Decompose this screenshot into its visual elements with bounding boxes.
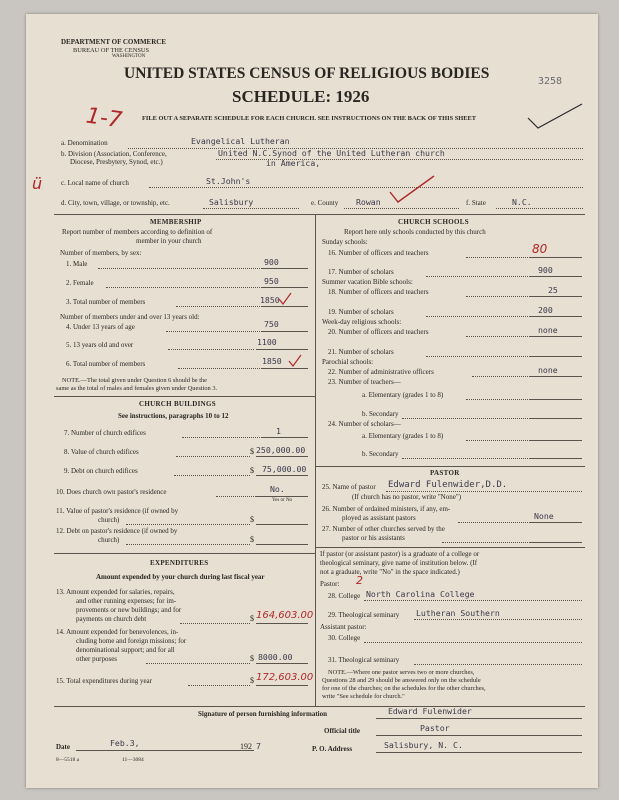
pastor-note-3: for one of the churches; on the schedules for the other churches, xyxy=(322,685,486,692)
q9-dollar: $ xyxy=(250,466,254,475)
membership-heading: MEMBERSHIP xyxy=(150,218,202,226)
buildings-heading: CHURCH BUILDINGS xyxy=(139,400,216,408)
q9-value: 75,000.00 xyxy=(262,464,307,474)
q3-check-icon xyxy=(278,292,292,306)
q28-line xyxy=(364,600,582,601)
q18-line xyxy=(530,296,582,297)
rule-pastor xyxy=(315,466,585,467)
q29-value: Lutheran Southern xyxy=(416,608,500,618)
q19-label: 19. Number of scholars xyxy=(328,308,394,316)
q6-dots xyxy=(178,368,262,369)
q24a-label: a. Elementary (grades 1 to 8) xyxy=(362,432,444,440)
q29-label: 29. Theological seminary xyxy=(328,611,400,619)
q24b-label: b. Secondary xyxy=(362,450,399,458)
city-field-line xyxy=(203,208,299,209)
q26-label: 26. Number of ordained ministers, if any, em- xyxy=(322,505,451,513)
q3-label: 3. Total number of members xyxy=(66,298,146,306)
q15-dollar: $ xyxy=(250,676,254,685)
q18-dots xyxy=(466,296,530,297)
q8-label: 8. Value of church edifices xyxy=(64,448,139,456)
q23a-label: a. Elementary (grades 1 to 8) xyxy=(362,391,444,399)
q3-dots xyxy=(176,306,262,307)
yes-no-hint: Yes or No xyxy=(272,498,293,503)
q10-line xyxy=(256,496,308,497)
q23-label: 23. Number of teachers— xyxy=(328,378,401,386)
denomination-value: Evangelical Lutheran xyxy=(191,136,290,146)
weekday-label: Week-day religious schools: xyxy=(322,318,402,326)
q3-value: 1850 xyxy=(260,295,280,305)
dept-label: DEPARTMENT OF COMMERCE xyxy=(61,38,167,46)
census-form xyxy=(26,14,598,788)
division-label: b. Division (Association, Conference, xyxy=(61,150,167,158)
year-digit: 7 xyxy=(256,741,261,751)
schools-intro: Report here only schools conducted by this church xyxy=(344,228,486,236)
instruction-line: FILE OUT A SEPARATE SCHEDULE FOR EACH CHURCH. SEE INSTRUCTIONS ON THE BACK OF THIS SHEET xyxy=(142,115,477,122)
po-label: P. O. Address xyxy=(312,745,353,753)
q13-dollar: $ xyxy=(250,614,254,623)
q8-value: 250,000.00 xyxy=(256,445,306,455)
q22-label: 22. Number of administrative officers xyxy=(328,368,434,376)
pastor-note-1: NOTE.—Where one pastor serves two or more churches, xyxy=(328,669,475,676)
q13-dots xyxy=(180,623,250,624)
q7-dots xyxy=(182,437,262,438)
signature-label: Signature of person furnishing information xyxy=(198,710,327,718)
q27-label-2: pastor or his assistants xyxy=(342,534,405,542)
q12-line xyxy=(256,544,308,545)
pastor-grad-mark: 2 xyxy=(356,574,363,587)
expenditures-heading: EXPENDITURES xyxy=(150,559,209,567)
q14-line-2: cluding home and foreign missions; for xyxy=(76,637,187,645)
schools-heading: CHURCH SCHOOLS xyxy=(398,218,469,226)
q24a-line xyxy=(530,440,582,441)
q9-line xyxy=(256,475,308,476)
county-value: Rowan xyxy=(356,197,381,207)
pastor-note-2: Questions 28 and 29 should be answered only on the schedule xyxy=(322,677,481,684)
q4-value: 750 xyxy=(264,319,279,329)
q18-value: 25 xyxy=(548,285,558,295)
county-label: e. County xyxy=(311,199,339,207)
form-title: UNITED STATES CENSUS OF RELIGIOUS BODIES xyxy=(124,65,490,82)
rule-buildings xyxy=(54,396,315,397)
q27-dots xyxy=(442,542,530,543)
denomination-label: a. Denomination xyxy=(61,139,108,147)
q11-line xyxy=(256,524,308,525)
q6-label: 6. Total number of members xyxy=(66,360,146,368)
q1-value: 900 xyxy=(264,257,279,267)
q25-note: (If church has no pastor, write "None") xyxy=(352,493,462,501)
q2-line xyxy=(262,287,308,288)
state-value: N.C. xyxy=(512,197,532,207)
q8-dots xyxy=(176,456,250,457)
q12-label-2: church) xyxy=(98,536,120,544)
state-label: f. State xyxy=(466,199,486,207)
rule-graduate xyxy=(315,547,585,548)
q22-dots xyxy=(472,376,530,377)
q11-label-2: church) xyxy=(98,516,120,524)
membership-note-2: same as the total of males and females given under Question 3. xyxy=(56,385,218,392)
graduate-line-1: If pastor (or assistant pastor) is a graduate of a college or xyxy=(320,550,480,558)
q24b-line xyxy=(530,458,582,459)
q14-line-4: other purposes xyxy=(76,655,118,663)
q17-line xyxy=(530,276,582,277)
q21-line xyxy=(530,356,582,357)
q10-value: No. xyxy=(270,484,285,494)
q2-dots xyxy=(106,287,262,288)
q1-label: 1. Male xyxy=(66,260,88,268)
q7-value: 1 xyxy=(276,426,281,436)
church-name-label: c. Local name of church xyxy=(61,179,129,187)
division-value: United N.C.Synod of the United Lutheran church xyxy=(218,148,445,158)
membership-intro: Report number of members according to definition of xyxy=(62,228,213,236)
division-line xyxy=(216,159,583,160)
q19-dots xyxy=(426,316,530,317)
q4-dots xyxy=(166,331,262,332)
city-label: WASHINGTON xyxy=(112,54,146,59)
graduate-line-3: not a graduate, write "No" in the space indicated.) xyxy=(320,568,460,576)
membership-note: NOTE.—The total given under Question 6 should be the xyxy=(62,377,208,384)
q17-dots xyxy=(426,276,530,277)
rule-expenditures xyxy=(54,553,315,554)
county-line xyxy=(344,208,459,209)
q12-dollar: $ xyxy=(250,535,254,544)
q26-value: None xyxy=(534,511,554,521)
q11-label: 11. Value of pastor's residence (if owned by xyxy=(56,507,179,515)
q4-line xyxy=(262,331,308,332)
corner-mark: 1-7 xyxy=(84,103,124,134)
q5-dots xyxy=(168,349,254,350)
frame-top xyxy=(54,214,585,215)
state-line xyxy=(496,208,583,209)
q15-line xyxy=(256,685,308,686)
q15-value: 172,603.00 xyxy=(256,672,314,683)
signature-line xyxy=(376,718,582,719)
q23b-dots xyxy=(402,418,530,419)
church-name-line xyxy=(149,187,583,188)
q20-dots xyxy=(466,336,530,337)
buildings-sub: See instructions, paragraphs 10 to 12 xyxy=(118,412,229,420)
q13-line-4: payments on church debt xyxy=(76,615,147,623)
division-label-2: Diocese, Presbytery, Synod, etc.) xyxy=(70,158,163,166)
q31-label: 31. Theological seminary xyxy=(328,656,400,664)
parochial-label: Parochial schools: xyxy=(322,358,374,366)
q15-label: 15. Total expenditures during year xyxy=(56,677,152,685)
q5-line xyxy=(256,349,308,350)
q14-value: 8000.00 xyxy=(258,652,293,662)
q25-value: Edward Fulenwider,D.D. xyxy=(388,480,508,490)
q26-line xyxy=(530,522,582,523)
q17-label: 17. Number of scholars xyxy=(328,268,394,276)
q14-line-1: 14. Amount expended for benevolences, in- xyxy=(56,628,179,636)
q7-label: 7. Number of church edifices xyxy=(64,429,146,437)
date-label: Date xyxy=(56,743,70,751)
age-intro: Number of members under and over 13 years old: xyxy=(60,313,200,321)
date-line xyxy=(76,750,254,751)
margin-mark: ü xyxy=(32,174,43,193)
q10-dots xyxy=(216,496,256,497)
q24-label: 24. Number of scholars— xyxy=(328,420,401,428)
q8-line xyxy=(256,456,308,457)
q27-label: 27. Number of other churches served by the xyxy=(322,525,445,533)
q6-check-icon xyxy=(288,354,302,368)
pastor-grad-label: Pastor: xyxy=(320,580,340,588)
q26-label-2: ployed as assistant pastors xyxy=(342,514,416,522)
q14-line xyxy=(256,663,308,664)
q5-label: 5. 13 years old and over xyxy=(66,341,134,349)
checkmark-icon xyxy=(526,102,586,132)
year-prefix: 192 xyxy=(240,742,252,751)
q1-dots xyxy=(98,268,262,269)
assistant-label: Assistant pastor: xyxy=(320,623,367,631)
q14-dots xyxy=(146,663,250,664)
q16-line xyxy=(530,257,582,258)
q20-value: none xyxy=(538,325,558,335)
q13-line-1: 13. Amount expended for salaries, repairs, xyxy=(56,588,175,596)
q28-label: 28. College xyxy=(328,592,361,600)
q8-dollar: $ xyxy=(250,447,254,456)
q11-dots xyxy=(126,524,250,525)
q24a-dots xyxy=(466,440,530,441)
q2-value: 950 xyxy=(264,276,279,286)
q23a-line xyxy=(530,399,582,400)
q12-label: 12. Debt on pastor's residence (if owned by xyxy=(56,527,178,535)
po-value: Salisbury, N. C. xyxy=(384,740,463,750)
q5-value: 1100 xyxy=(257,337,277,347)
q13-line xyxy=(256,623,308,624)
q25-label: 25. Name of pastor xyxy=(322,483,376,491)
q28-value: North Carolina College xyxy=(366,589,475,599)
church-name-value: St.John's xyxy=(206,176,251,186)
q14-dollar: $ xyxy=(250,654,254,663)
q19-line xyxy=(530,316,582,317)
signature-value: Edward Fulenwider xyxy=(388,706,472,716)
form-number: 8—5518 a xyxy=(56,757,80,763)
title-label: Official title xyxy=(324,727,360,735)
po-line xyxy=(376,752,582,753)
q6-line xyxy=(262,368,308,369)
q16-value: 80 xyxy=(532,242,548,256)
q1-line xyxy=(262,268,308,269)
pastor-heading: PASTOR xyxy=(430,469,460,477)
q10-label: 10. Does church own pastor's residence xyxy=(56,488,167,496)
q12-dots xyxy=(126,544,250,545)
pastor-note-4: write "See schedule for church." xyxy=(322,693,405,700)
q14-line-3: denominational support; and for all xyxy=(76,646,175,654)
q4-label: 4. Under 13 years of age xyxy=(66,323,135,331)
q11-dollar: $ xyxy=(250,515,254,524)
q27-line xyxy=(530,542,582,543)
q17-value: 900 xyxy=(538,265,553,275)
q23b-label: b. Secondary xyxy=(362,410,399,418)
q3-line xyxy=(262,306,308,307)
bureau-label: BUREAU OF THE CENSUS xyxy=(73,47,150,54)
q22-line xyxy=(530,376,582,377)
q29-line xyxy=(414,619,582,620)
q23a-dots xyxy=(466,399,530,400)
summer-label: Summer vacation Bible schools: xyxy=(322,278,413,286)
q30-line xyxy=(364,642,582,643)
q9-dots xyxy=(174,475,250,476)
q24b-dots xyxy=(402,458,530,459)
q13-line-3: provements or new buildings; and for xyxy=(76,606,182,614)
q2-label: 2. Female xyxy=(66,279,94,287)
schedule-title: SCHEDULE: 1926 xyxy=(232,87,370,106)
column-divider xyxy=(315,214,316,706)
by-sex-label: Number of members, by sex: xyxy=(60,249,142,257)
q18-label: 18. Number of officers and teachers xyxy=(328,288,429,296)
q15-dots xyxy=(188,685,250,686)
q9-label: 9. Debt on church edifices xyxy=(64,467,138,475)
q16-dots xyxy=(466,257,530,258)
q7-line xyxy=(262,437,308,438)
q26-dots xyxy=(458,522,530,523)
graduate-line-2: theological seminary, give name of institution below. (If xyxy=(320,559,478,567)
title-value: Pastor xyxy=(420,723,450,733)
print-number: 11—3084 xyxy=(122,757,144,763)
q21-label: 21. Number of scholars xyxy=(328,348,394,356)
q23b-line xyxy=(530,418,582,419)
date-value: Feb.3, xyxy=(110,738,140,748)
division-value-2: in America, xyxy=(266,158,321,168)
q21-dots xyxy=(426,356,530,357)
title-line xyxy=(376,735,582,736)
q22-value: none xyxy=(538,365,558,375)
q25-line xyxy=(386,491,582,492)
q6-value: 1850 xyxy=(262,356,282,366)
stamp-number: 3258 xyxy=(538,76,563,87)
red-check-icon xyxy=(388,174,438,204)
q31-line xyxy=(414,664,582,665)
q13-line-2: and other running expenses; for im- xyxy=(76,597,177,605)
membership-intro-2: member in your church xyxy=(136,237,202,245)
q20-label: 20. Number of officers and teachers xyxy=(328,328,429,336)
sunday-label: Sunday schools: xyxy=(322,238,368,246)
q19-value: 200 xyxy=(538,305,553,315)
q30-label: 30. College xyxy=(328,634,361,642)
city-field-label: d. City, town, village, or township, etc. xyxy=(61,199,170,207)
q13-value: 164,603.00 xyxy=(256,610,314,621)
q16-label: 16. Number of officers and teachers xyxy=(328,249,429,257)
frame-bottom xyxy=(54,706,585,707)
city-field-value: Salisbury xyxy=(209,197,254,207)
expenditures-sub: Amount expended by your church during last fiscal year xyxy=(96,573,265,581)
q20-line xyxy=(530,336,582,337)
